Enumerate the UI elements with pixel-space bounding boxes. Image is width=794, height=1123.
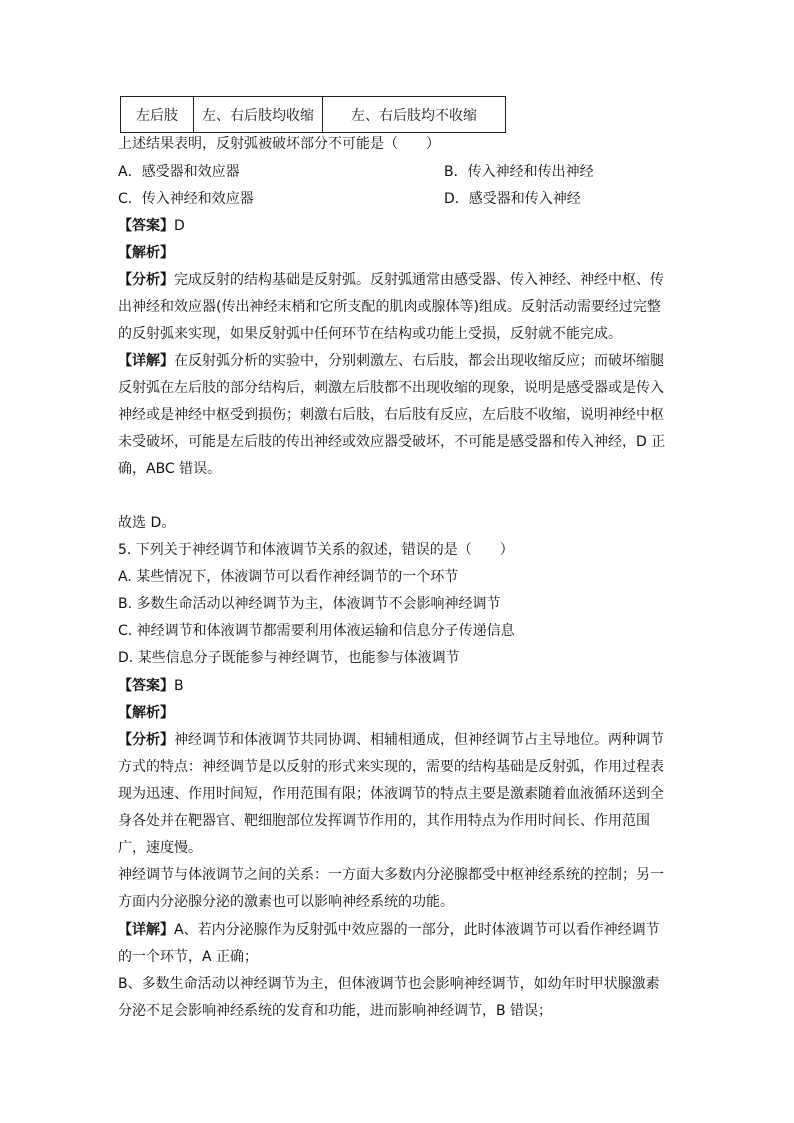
fenxi-line: 方式的特点：神经调节是以反射的形式来实现的，需要的结构基础是反射弧，作用过程表 bbox=[118, 759, 664, 775]
result-table bbox=[120, 96, 506, 133]
fenxi-line: 的反射弧来实现，如果反射弧中任何环节在结构或功能上受损，反射就不能完成。 bbox=[118, 326, 622, 342]
xiangjie-tag: 【详解】 bbox=[118, 922, 174, 938]
xiangjie-line: B、多数生命活动以神经调节为主，但体液调节也会影响神经调节，如幼年时甲状腺激素 bbox=[118, 976, 660, 992]
answer-line bbox=[118, 216, 185, 236]
xiangjie-line: 反射弧在左后肢的部分结构后，刺激左后肢都不出现收缩的现象，说明是感受器或是传入 bbox=[118, 380, 664, 396]
fenxi-line: 方面内分泌腺分泌的激素也可以影响神经系统的功能。 bbox=[118, 894, 454, 910]
fenxi-line bbox=[118, 270, 664, 290]
option-c: C. 神经调节和体液调节都需要利用体液运输和信息分子传递信息 bbox=[118, 623, 515, 639]
fenxi-line bbox=[118, 730, 664, 750]
option-a: A．感受器和效应器 bbox=[118, 164, 240, 180]
question-stem: 5. 下列关于神经调节和体液调节关系的叙述，错误的是（ ） bbox=[118, 542, 514, 558]
fenxi-text: 完成反射的结构基础是反射弧。反射弧通常由感受器、传入神经、神经中枢、传 bbox=[174, 272, 664, 288]
xiangjie-line: 确，ABC 错误。 bbox=[118, 461, 222, 477]
fenxi-line: 神经调节与体液调节之间的关系：一方面大多数内分泌腺都受中枢神经系统的控制；另一 bbox=[118, 867, 664, 883]
answer-tag: 【答案】 bbox=[118, 678, 174, 694]
fenxi-line: 广，速度慢。 bbox=[118, 840, 202, 856]
fenxi-tag: 【分析】 bbox=[118, 732, 174, 748]
answer-tag: 【答案】 bbox=[118, 218, 174, 234]
fenxi-line: 出神经和效应器(传出神经末梢和它所支配的肌肉或腺体等)组成。反射活动需要经过完整 bbox=[118, 299, 661, 315]
table-cell: 左、右后肢均收缩 bbox=[194, 97, 323, 133]
xiangjie-tag: 【详解】 bbox=[118, 353, 174, 369]
table-cell: 左、右后肢均不收缩 bbox=[323, 97, 506, 133]
answer-value: D bbox=[174, 218, 185, 234]
option-b: B．传入神经和传出神经 bbox=[444, 164, 594, 180]
analysis-title: 【解析】 bbox=[118, 245, 174, 261]
question-stem: 上述结果表明，反射弧被破坏部分不可能是（ ） bbox=[118, 136, 440, 152]
conclusion: 故选 D。 bbox=[118, 515, 176, 531]
table-cell: 左后肢 bbox=[121, 97, 194, 133]
option-b: B. 多数生命活动以神经调节为主，体液调节不会影响神经调节 bbox=[118, 596, 501, 612]
option-a: A. 某些情况下，体液调节可以看作神经调节的一个环节 bbox=[118, 569, 459, 585]
answer-line bbox=[118, 676, 184, 696]
xiangjie-line: 分泌不足会影响神经系统的发育和功能，进而影响神经调节，B 错误； bbox=[118, 1003, 553, 1019]
option-d: D. 某些信息分子既能参与神经调节，也能参与体液调节 bbox=[118, 650, 460, 666]
option-d: D．感受器和传入神经 bbox=[444, 191, 581, 207]
xiangjie-text: 在反射弧分析的实验中，分别刺激左、右后肢，都会出现收缩反应；而破坏缩腿 bbox=[174, 353, 664, 369]
fenxi-line: 身各处并在靶器官、靶细胞部位发挥调节作用的，其作用特点为作用时间长、作用范围 bbox=[118, 813, 650, 829]
xiangjie-line: 神经或是神经中枢受到损伤；刺激右后肢，右后肢有反应，左后肢不收缩，说明神经中枢 bbox=[118, 407, 664, 423]
xiangjie-line bbox=[118, 351, 664, 371]
answer-value: B bbox=[174, 678, 184, 694]
xiangjie-line bbox=[118, 920, 660, 940]
option-c: C．传入神经和效应器 bbox=[118, 191, 254, 207]
analysis-title: 【解析】 bbox=[118, 705, 174, 721]
xiangjie-line: 未受破坏，可能是左后肢的传出神经或效应器受破坏，不可能是感受器和传入神经，D 正 bbox=[118, 434, 666, 450]
xiangjie-line: 的一个环节，A 正确； bbox=[118, 949, 259, 965]
fenxi-text: 神经调节和体液调节共同协调、相辅相通成，但神经调节占主导地位。两种调节 bbox=[174, 732, 664, 748]
fenxi-line: 现为迅速、作用时间短，作用范围有限；体液调节的特点主要是激素随着血液循环送到全 bbox=[118, 786, 664, 802]
xiangjie-text: A、若内分泌腺作为反射弧中效应器的一部分，此时体液调节可以看作神经调节 bbox=[174, 922, 660, 938]
fenxi-tag: 【分析】 bbox=[118, 272, 174, 288]
table-row bbox=[121, 97, 506, 133]
